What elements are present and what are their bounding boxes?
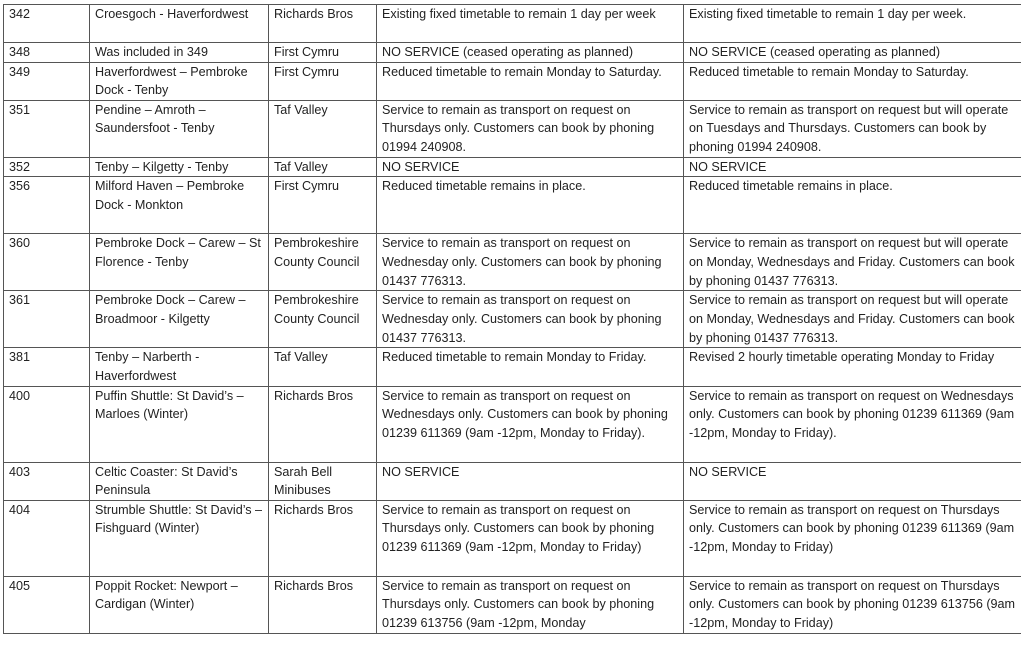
- current-arrangement: Service to remain as transport on request on Wednesday only. Customers can book by phoning 01437 776313.: [377, 234, 684, 291]
- table-row: [4, 100, 1022, 157]
- revised-arrangement: NO SERVICE: [684, 157, 1022, 177]
- table-row: [4, 462, 1022, 500]
- revised-arrangement: Service to remain as transport on request but will operate on Monday, Wednesdays and Friday. Customers can book by phoning 01437 776313.: [684, 291, 1022, 348]
- service-number: 361: [4, 291, 90, 348]
- table-row: [4, 5, 1022, 43]
- operator: Pembrokeshire County Council: [269, 291, 377, 348]
- bus-service-table: [3, 4, 1021, 634]
- current-arrangement: Reduced timetable to remain Monday to Friday.: [377, 348, 684, 386]
- table-row: [4, 386, 1022, 462]
- route: Pembroke Dock – Carew – St Florence - Tenby: [90, 234, 269, 291]
- table-row: [4, 177, 1022, 234]
- service-number: 348: [4, 43, 90, 63]
- revised-arrangement: Revised 2 hourly timetable operating Monday to Friday: [684, 348, 1022, 386]
- current-arrangement: Service to remain as transport on request on Thursdays only. Customers can book by phoning 01239 611369 (9am -12pm, Monday to Friday): [377, 500, 684, 576]
- operator: Taf Valley: [269, 348, 377, 386]
- current-arrangement: Reduced timetable to remain Monday to Saturday.: [377, 62, 684, 100]
- route: Pendine – Amroth – Saundersfoot - Tenby: [90, 100, 269, 157]
- service-number: 400: [4, 386, 90, 462]
- service-number: 352: [4, 157, 90, 177]
- operator: Richards Bros: [269, 576, 377, 633]
- operator: Pembrokeshire County Council: [269, 234, 377, 291]
- table-row: [4, 157, 1022, 177]
- service-number: 356: [4, 177, 90, 234]
- document-page: [3, 4, 1021, 641]
- service-number: 404: [4, 500, 90, 576]
- current-arrangement: NO SERVICE (ceased operating as planned): [377, 43, 684, 63]
- revised-arrangement: Service to remain as transport on request but will operate on Tuesdays and Thursdays. Customers can book by phoning 01994 240908.: [684, 100, 1022, 157]
- revised-arrangement: Existing fixed timetable to remain 1 day per week.: [684, 5, 1022, 43]
- table-row: [4, 234, 1022, 291]
- operator: First Cymru: [269, 43, 377, 63]
- revised-arrangement: Reduced timetable remains in place.: [684, 177, 1022, 234]
- route: Poppit Rocket: Newport – Cardigan (Winter): [90, 576, 269, 633]
- revised-arrangement: Service to remain as transport on request on Thursdays only. Customers can book by phoning 01239 613756 (9am -12pm, Monday to Friday): [684, 576, 1022, 633]
- table-row: [4, 576, 1022, 633]
- current-arrangement: Service to remain as transport on request on Wednesdays only. Customers can book by phoning 01239 611369 (9am -12pm, Monday to Friday).: [377, 386, 684, 462]
- route: Tenby – Kilgetty - Tenby: [90, 157, 269, 177]
- service-number: 403: [4, 462, 90, 500]
- operator: Sarah Bell Minibuses: [269, 462, 377, 500]
- revised-arrangement: Service to remain as transport on request but will operate on Monday, Wednesdays and Friday. Customers can book by phoning 01437 776313.: [684, 234, 1022, 291]
- route: Croesgoch - Haverfordwest: [90, 5, 269, 43]
- operator: First Cymru: [269, 177, 377, 234]
- revised-arrangement: Reduced timetable to remain Monday to Saturday.: [684, 62, 1022, 100]
- service-number: 360: [4, 234, 90, 291]
- operator: Taf Valley: [269, 157, 377, 177]
- current-arrangement: Service to remain as transport on request on Wednesday only. Customers can book by phoning 01437 776313.: [377, 291, 684, 348]
- operator: First Cymru: [269, 62, 377, 100]
- route: Haverfordwest – Pembroke Dock - Tenby: [90, 62, 269, 100]
- table-row: [4, 62, 1022, 100]
- service-number: 405: [4, 576, 90, 633]
- route: Strumble Shuttle: St David’s – Fishguard (Winter): [90, 500, 269, 576]
- service-number: 342: [4, 5, 90, 43]
- table-row: [4, 291, 1022, 348]
- route: Celtic Coaster: St David’s Peninsula: [90, 462, 269, 500]
- revised-arrangement: Service to remain as transport on request on Wednesdays only. Customers can book by phoning 01239 611369 (9am -12pm, Monday to Friday).: [684, 386, 1022, 462]
- operator: Taf Valley: [269, 100, 377, 157]
- operator: Richards Bros: [269, 386, 377, 462]
- current-arrangement: Service to remain as transport on request on Thursdays only. Customers can book by phoning 01239 613756 (9am -12pm, Monday: [377, 576, 684, 633]
- current-arrangement: NO SERVICE: [377, 462, 684, 500]
- route: Tenby – Narberth - Haverfordwest: [90, 348, 269, 386]
- table-row: [4, 348, 1022, 386]
- revised-arrangement: NO SERVICE: [684, 462, 1022, 500]
- route: Pembroke Dock – Carew – Broadmoor - Kilgetty: [90, 291, 269, 348]
- operator: Richards Bros: [269, 5, 377, 43]
- current-arrangement: Existing fixed timetable to remain 1 day per week: [377, 5, 684, 43]
- operator: Richards Bros: [269, 500, 377, 576]
- route: Puffin Shuttle: St David’s – Marloes (Winter): [90, 386, 269, 462]
- revised-arrangement: NO SERVICE (ceased operating as planned): [684, 43, 1022, 63]
- current-arrangement: Reduced timetable remains in place.: [377, 177, 684, 234]
- route: Was included in 349: [90, 43, 269, 63]
- revised-arrangement: Service to remain as transport on request on Thursdays only. Customers can book by phoning 01239 611369 (9am -12pm, Monday to Friday): [684, 500, 1022, 576]
- service-number: 381: [4, 348, 90, 386]
- route: Milford Haven – Pembroke Dock - Monkton: [90, 177, 269, 234]
- current-arrangement: NO SERVICE: [377, 157, 684, 177]
- service-number: 349: [4, 62, 90, 100]
- table-row: [4, 500, 1022, 576]
- service-number: 351: [4, 100, 90, 157]
- current-arrangement: Service to remain as transport on request on Thursdays only. Customers can book by phoning 01994 240908.: [377, 100, 684, 157]
- table-row: [4, 43, 1022, 63]
